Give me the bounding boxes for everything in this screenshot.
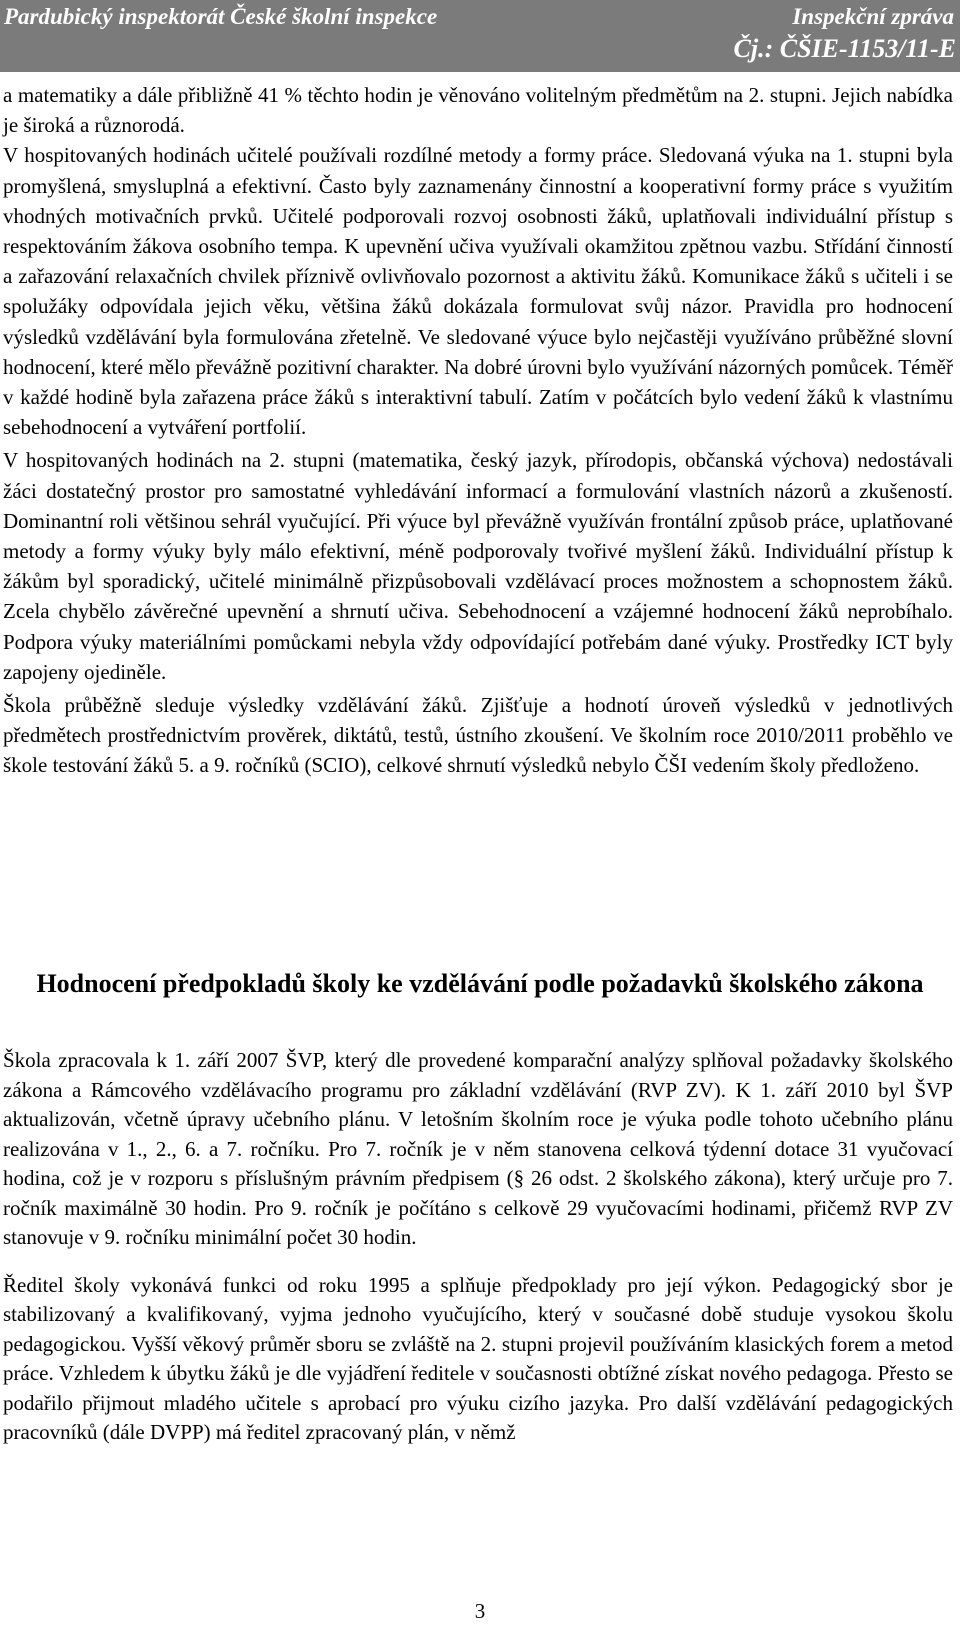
paragraph-3: V hospitovaných hodinách na 2. stupni (matematika, český jazyk, přírodopis, občanská výchova) nedostávali žáci dostatečný prostor pro samostatné vyhledávání informací a formulování vlastních názorů a zkušeností. Dominantní roli většinou sehrál vyučující. Při výuce byl převážně využíván frontální způsob práce, uplatňované metody a formy výuky byly málo efektivní, méně podporovaly tvořivé myšlení žáků. Individuální přístup k žákům byl sporadický, učitelé minimálně přizpůsobovali vzdělávací proces možnostem a schopnostem žáků. Zcela chybělo závěrečné upevnění a shrnutí učiva. Sebehodnocení a vzájemné hodnocení žáků neprobíhalo. Podpora výuky materiálními pomůckami nebyla vždy odpovídající potřebám dané výuky. Prostředky ICT byly zapojeny ojediněle. (3, 448, 953, 684)
paragraph-5: Škola zpracovala k 1. září 2007 ŠVP, který dle provedené komparační analýzy splňoval požadavky školského zákona a Rámcového vzdělávacího programu pro základní vzdělávání (RVP ZV). K 1. září 2010 byl ŠVP aktualizován, včetně úpravy učebního plánu. V letošním školním roce je výuka podle tohoto učebního plánu realizována v 1., 2., 6. a 7. ročníku. Pro 7. ročník je v něm stanovena celková týdenní dotace 31 vyučovací hodina, což je v rozporu s příslušným právním předpisem (§ 26 odst. 2 školského zákona), který určuje pro 7. ročník maximálně 30 hodin. Pro 9. ročník je počítáno s celkově 29 vyučovacími hodinami, přičemž RVP ZV stanovuje v 9. ročníku minimální počet 30 hodin. (3, 1048, 953, 1249)
page-header (0, 0, 960, 72)
inspectorate-title: Pardubický inspektorát České školní inspekce (4, 4, 438, 29)
page-number: 3 (474, 1599, 486, 1623)
main-text (3, 80, 953, 781)
paragraph-1: a matematiky a dále přibližně 41 % těchto hodin je věnováno volitelným předmětům na 2. stupni. Jejich nabídka je široká a různorodá. (3, 83, 953, 138)
reference-number: Čj.: ČŠIE-1153/11-E (733, 34, 956, 63)
paragraph-6: Ředitel školy vykonává funkci od roku 1995 a splňuje předpoklady pro její výkon. Pedagogický sbor je stabilizovaný a kvalifikovaný, vyjma jednoho vyučujícího, který v současné době studuje vysokou školu pedagogickou. Vyšší věkový průměr sboru se zvláště na 2. stupni projevil používáním klasických forem a metod práce. Vzhledem k úbytku žáků je dle vyjádření ředitele v současnosti obtížné získat nového pedagoga. Přesto se podařilo přijmout mladého učitele s aprobací pro výuku cizího jazyka. Pro další vzdělávání pedagogických pracovníků (dále DVPP) má ředitel zpracovaný plán, v němž (3, 1272, 953, 1444)
report-title: Inspekční zpráva (792, 4, 954, 29)
section-text (3, 1046, 953, 1448)
paragraph-2: V hospitovaných hodinách učitelé používali rozdílné metody a formy práce. Sledovaná výuka na 1. stupni byla promyšlená, smysluplná a efektivní. Často byly zaznamenány činnostní a kooperativní formy práce s využitím vhodných motivačních prvků. Učitelé podporovali rozvoj osobnosti žáků, uplatňovali individuální přístup s respektováním žákova osobního tempa. K upevnění učiva využívali okamžitou zpětnou vazbu. Střídání činností a zařazování relaxačních chvilek příznivě ovlivňovalo pozornost a aktivitu žáků. Komunikace žáků s učiteli i se spolužáky odpovídala jejich věku, většina žáků dokázala formulovat svůj názor. Pravidla pro hodnocení výsledků vzdělávání byla formulována zřetelně. Ve sledované výuce bylo nejčastěji využíváno průběžné slovní hodnocení, které mělo převážně pozitivní charakter. Na dobré úrovni bylo využívání názorných pomůcek. Téměř v každé hodině byla zařazena práce žáků s interaktivní tabulí. Zatím v počátcích bylo vedení žáků k vlastnímu sebehodnocení a vytváření portfolií. (3, 143, 953, 440)
section-heading: Hodnocení předpokladů školy ke vzdělávání podle požadavků školského zákona (36, 969, 924, 998)
paragraph-4: Škola průběžně sleduje výsledky vzdělávání žáků. Zjišťuje a hodnotí úroveň výsledků v jednotlivých předmětech prostřednictvím prověrek, diktátů, testů, ústního zkoušení. Ve školním roce 2010/2011 proběhlo ve škole testování žáků 5. a 9. ročníků (SCIO), celkové shrnutí výsledků nebylo ČŠI vedením školy předloženo. (3, 693, 953, 778)
